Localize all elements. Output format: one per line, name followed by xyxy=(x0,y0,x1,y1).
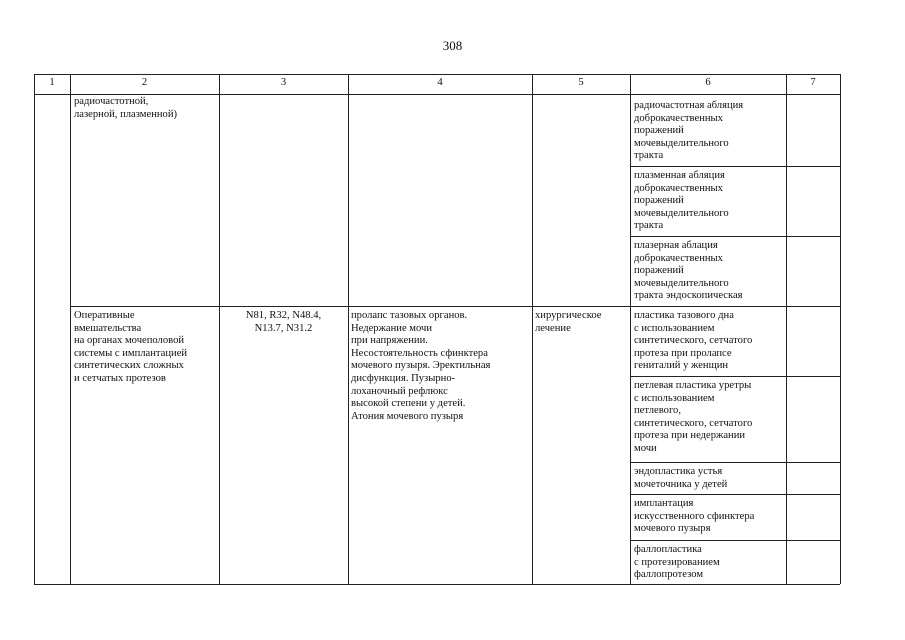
row1-method-2: плазменная абляция доброкачественных поражений мочевыделительного тракта xyxy=(634,170,729,232)
header-col-7: 7 xyxy=(810,77,816,88)
column-border xyxy=(70,74,71,584)
header-col-5: 5 xyxy=(578,77,584,88)
method-divider xyxy=(630,462,840,463)
header-col-6: 6 xyxy=(705,77,711,88)
column-border xyxy=(630,74,631,584)
row2-method-1: пластика тазового дна с использованием синтетического, сетчатого протеза при пролапсе гениталий у женщин xyxy=(634,310,753,372)
page-number: 308 xyxy=(442,38,463,53)
header-col-3: 3 xyxy=(280,77,287,88)
header-bottom-border xyxy=(34,94,840,95)
column-border xyxy=(348,74,349,584)
row1-group-name: радиочастотной, лазерной, плазменной) xyxy=(74,96,178,120)
method-divider xyxy=(630,540,840,541)
row2-group-name: Оперативные вмешательства на органах мочеполовой системы с имплантацией синтетических сложных и сетчатых протезов xyxy=(74,310,188,384)
column-border xyxy=(840,74,841,584)
row-divider xyxy=(70,306,840,307)
row1-method-1: радиочастотная абляция доброкачественных поражений мочевыделительного тракта xyxy=(634,100,744,162)
row1-method-3: плазерная аблация доброкачественных поражений мочевыделительного тракта эндоскопическая xyxy=(634,240,743,302)
header-col-4: 4 xyxy=(437,77,443,88)
row2-treatment-type: хирургическое лечение xyxy=(535,310,602,334)
table-top-border xyxy=(34,74,840,75)
method-divider xyxy=(630,236,840,237)
row2-method-2: петлевая пластика уретры с использованием петлевого, синтетического, сетчатого протеза при недержании мочи xyxy=(634,380,753,454)
row2-method-3: эндопластика устья мочеточника у детей xyxy=(634,466,728,490)
header-col-2: 2 xyxy=(141,77,148,88)
method-divider xyxy=(630,166,840,167)
column-border xyxy=(532,74,533,584)
row2-method-4: имплантация искусственного сфинктера мочевого пузыря xyxy=(634,498,755,535)
row2-method-5: фаллопластика с протезированием фаллопротезом xyxy=(634,544,720,581)
row2-diagnosis: пролапс тазовых органов. Недержание мочи при напряжении. Несостоятельность сфинктера мочевого пузыря. Эректильная дисфункция. Пузырно- лоханочный рефлюкс высокой степени у детей. Атония мочевого пузыря xyxy=(351,310,491,422)
method-divider xyxy=(630,494,840,495)
column-border xyxy=(786,74,787,584)
column-border xyxy=(34,74,35,584)
row2-icd-codes: N81, R32, N48.4, N13.7, N31.2 xyxy=(245,310,322,334)
header-col-1: 1 xyxy=(49,77,55,88)
method-divider xyxy=(630,376,840,377)
table-bottom-border xyxy=(34,584,840,585)
